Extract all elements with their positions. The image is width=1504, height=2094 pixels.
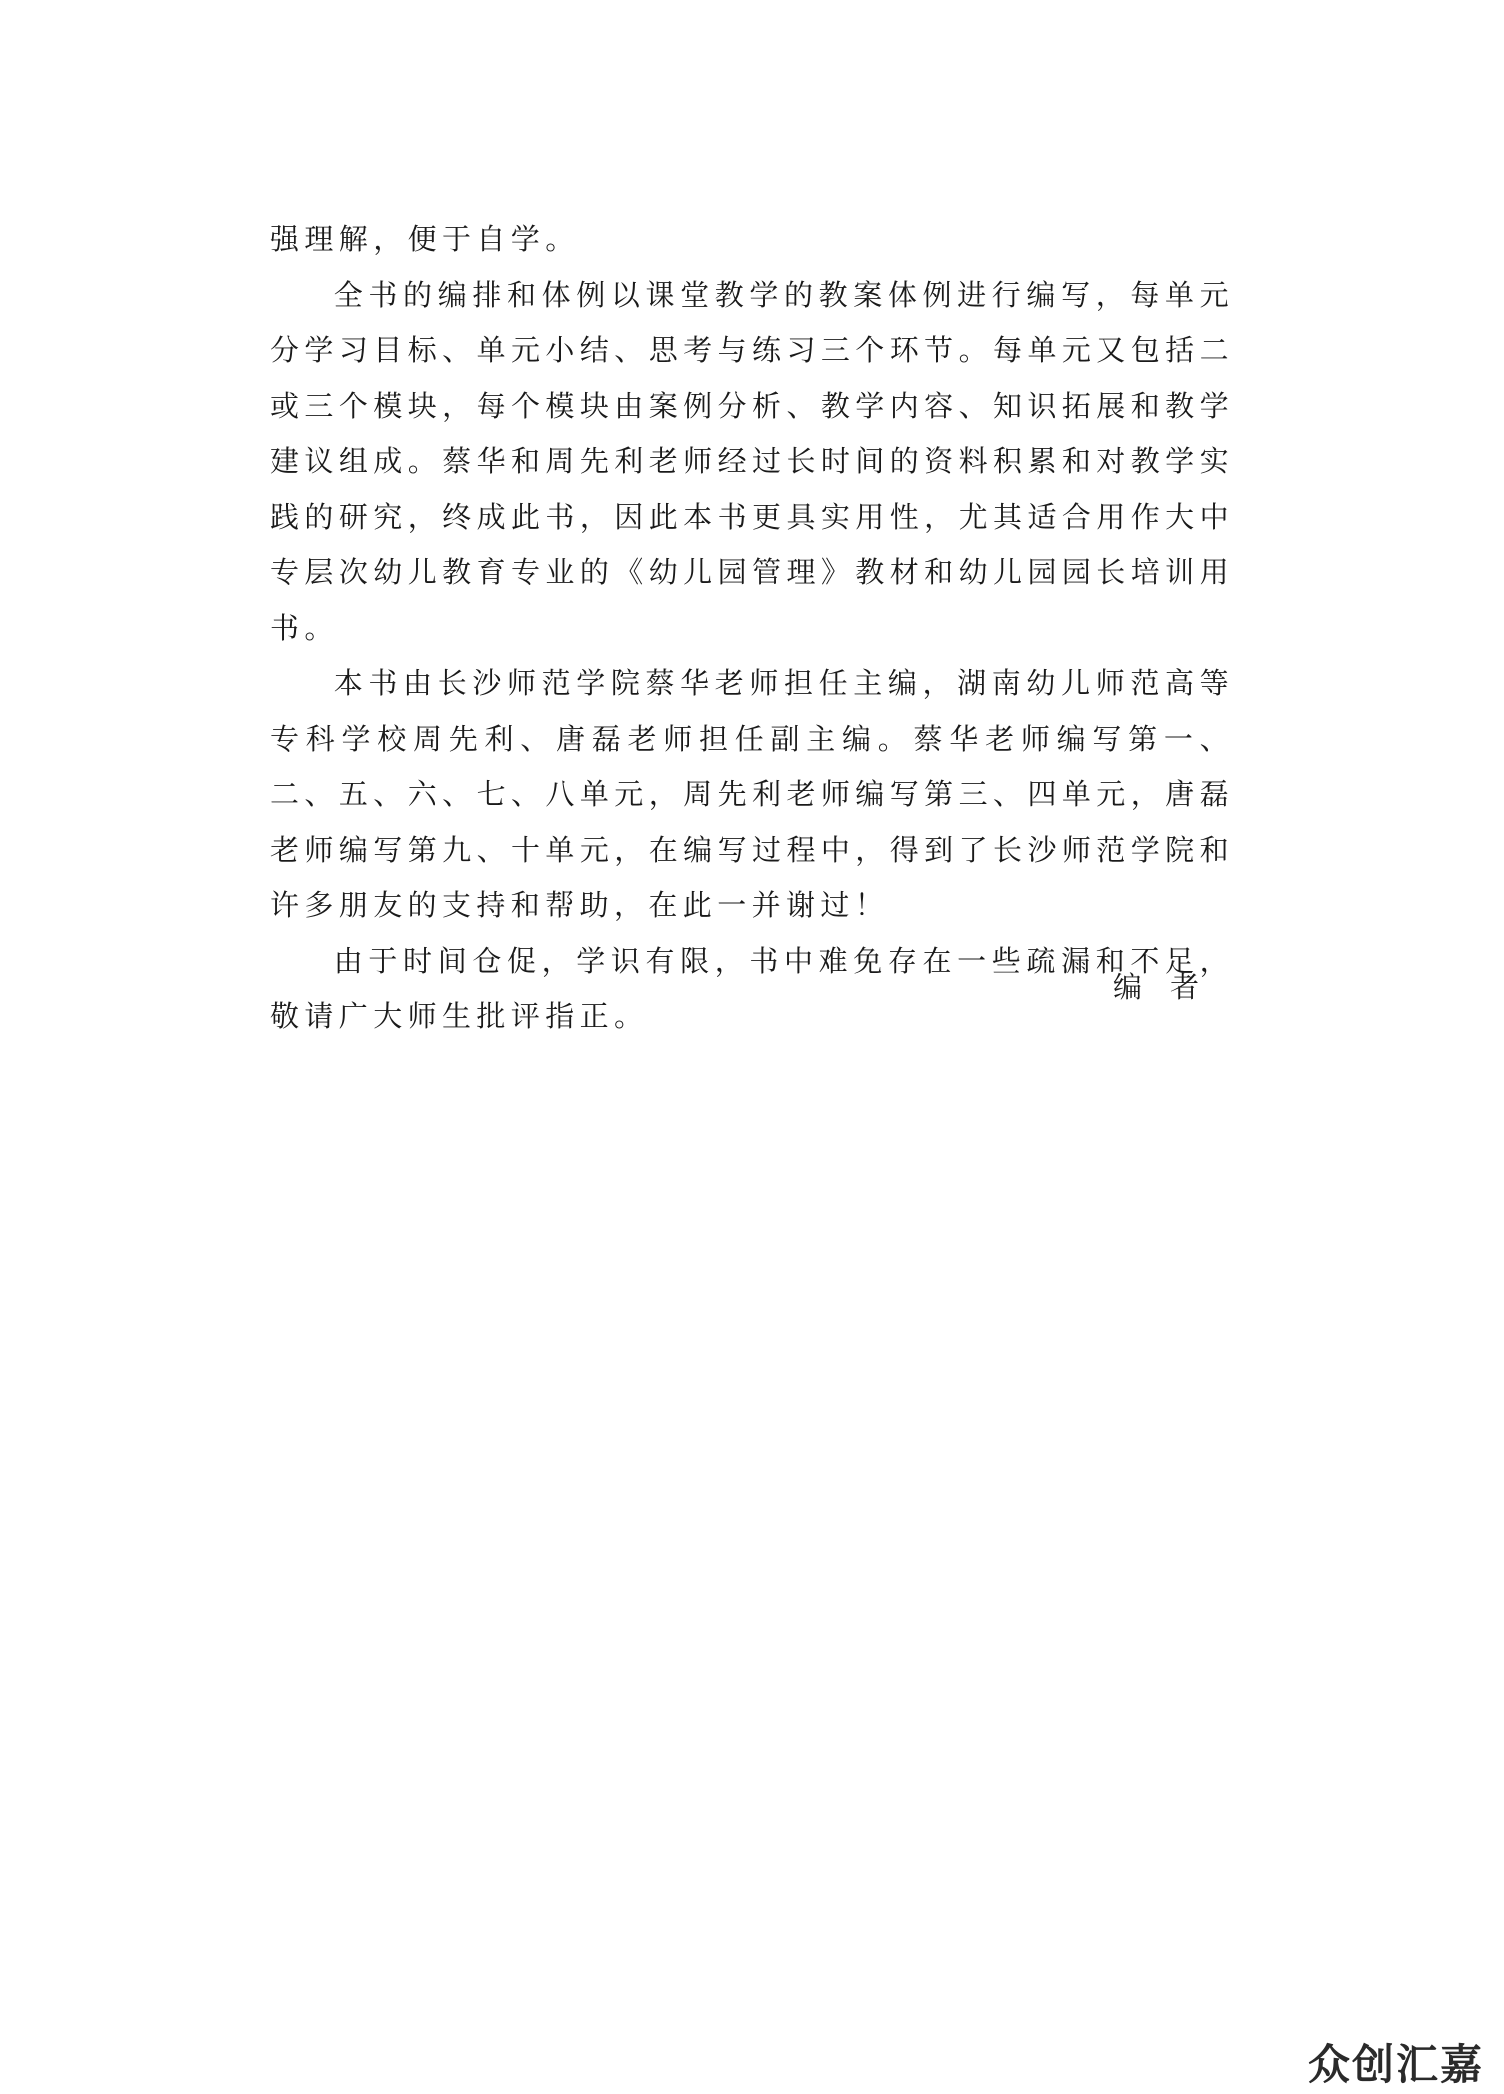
signature: 编者 [1113, 970, 1228, 1004]
body-text [270, 212, 1234, 1045]
paragraph-structure: 全书的编排和体例以课堂教学的教案体例进行编写，每单元分学习目标、单元小结、思考与练习三个环节。每单元又包括二或三个模块，每个模块由案例分析、教学内容、知识拓展和教学建议组成。蔡华和周先利老师经过长时间的资料积累和对教学实践的研究，终成此书，因此本书更具实用性，尤其适合用作大中专层次幼儿教育专业的《幼儿园管理》教材和幼儿园园长培训用书。 [270, 277, 1234, 645]
paragraph-continuation: 强理解，便于自学。 [270, 222, 580, 256]
watermark-logo: 众创汇嘉 [1308, 2040, 1485, 2089]
paragraph-authors: 本书由长沙师范学院蔡华老师担任主编，湖南幼儿师范高等专科学校周先利、唐磊老师担任副主编。蔡华老师编写第一、二、五、六、七、八单元，周先利老师编写第三、四单元，唐磊老师编写第九、十单元，在编写过程中，得到了长沙师范学院和许多朋友的支持和帮助，在此一并谢过！ [270, 666, 1234, 922]
paragraph-apology: 由于时间仓促，学识有限，书中难免存在一些疏漏和不足，敬请广大师生批评指正。 [270, 943, 1234, 1033]
